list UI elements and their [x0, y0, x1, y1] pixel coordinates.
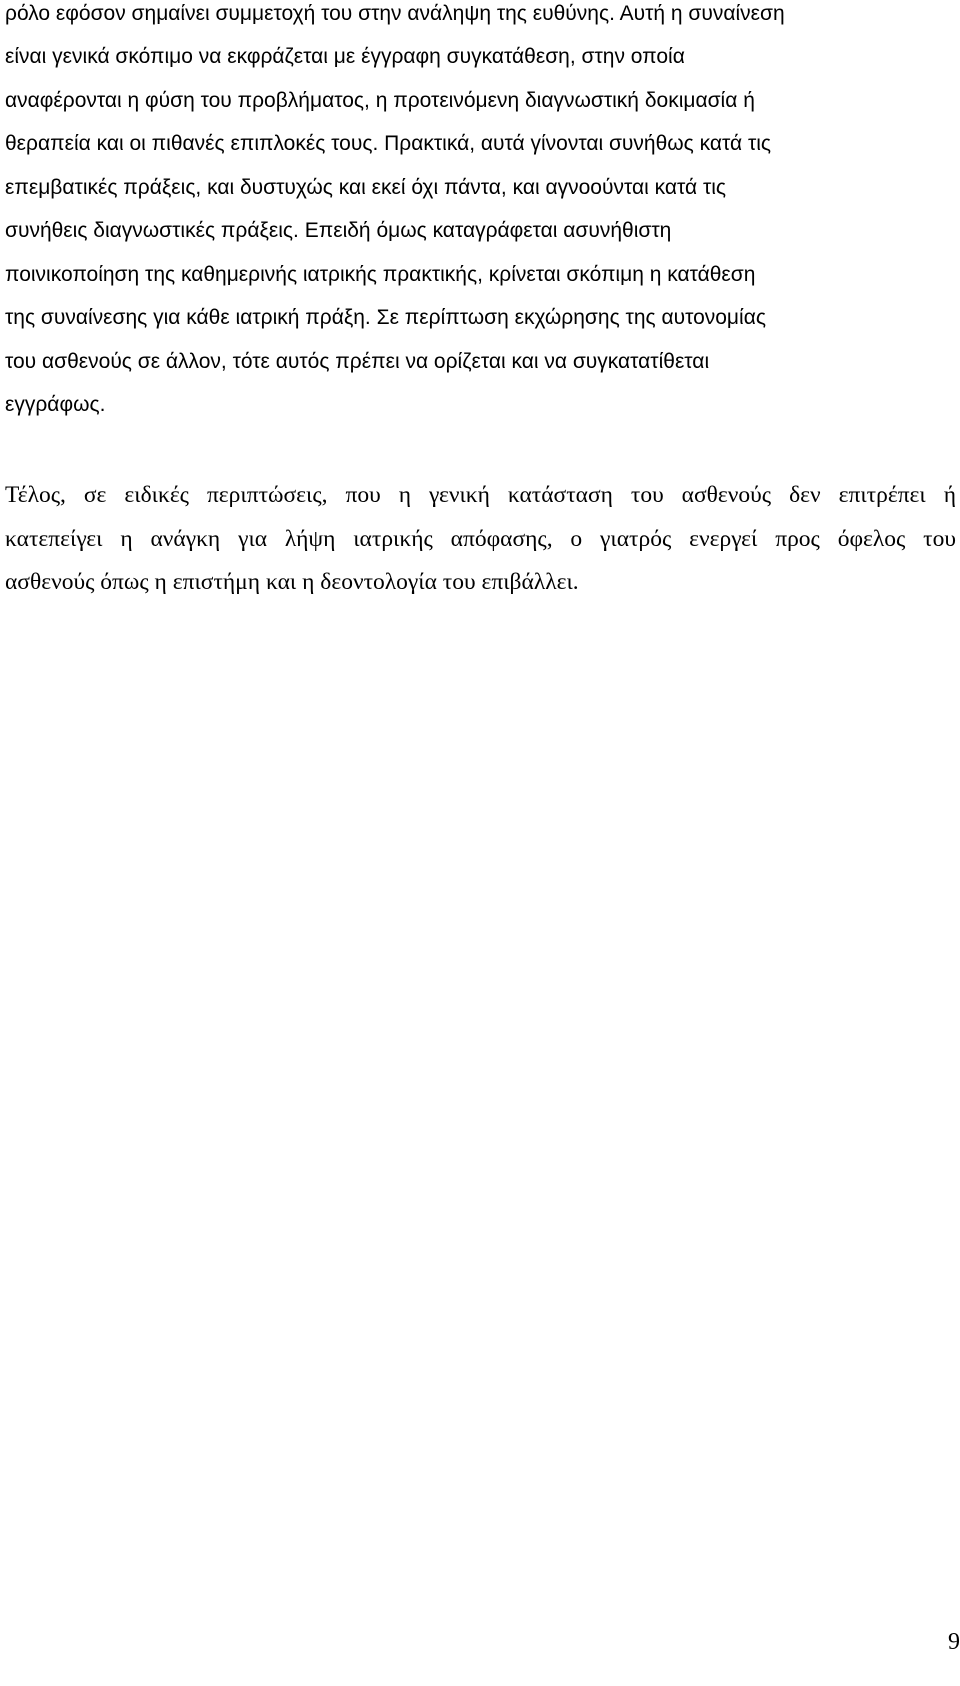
paragraph-line: επεμβατικές πράξεις, και δυστυχώς και εκεί όχι πάντα, και αγνοούνται κατά τις [5, 176, 727, 199]
paragraph-line: ρόλο εφόσον σημαίνει συμμετοχή του στην ανάληψη της ευθύνης. Αυτή η συναίνεση [5, 2, 785, 25]
paragraph-line: της συναίνεσης για κάθε ιατρική πράξη. Σε περίπτωση εκχώρησης της αυτονομίας [5, 306, 766, 329]
paragraph-line: είναι γενικά σκόπιμο να εκφράζεται με έγγραφη συγκατάθεση, στην οποία [5, 45, 685, 68]
paragraph-line: κατεπείγει η ανάγκη για λήψη ιατρικής απόφασης, ο γιατρός ενεργεί προς όφελος του [5, 526, 956, 552]
page-number: 9 [948, 1629, 960, 1655]
paragraph-line: εγγράφως. [5, 393, 106, 416]
paragraph-line: ασθενούς όπως η επιστήμη και η δεοντολογία του επιβάλλει. [5, 569, 579, 595]
paragraph-line: Τέλος, σε ειδικές περιπτώσεις, που η γενική κατάσταση του ασθενούς δεν επιτρέπει ή [5, 482, 956, 508]
paragraph-line: θεραπεία και οι πιθανές επιπλοκές τους. Πρακτικά, αυτά γίνονται συνήθως κατά τις [5, 132, 772, 155]
paragraph-line: συνήθεις διαγνωστικές πράξεις. Επειδή όμως καταγράφεται ασυνήθιστη [5, 219, 672, 242]
paragraph-line: ποινικοποίηση της καθημερινής ιατρικής πρακτικής, κρίνεται σκόπιμη η κατάθεση [5, 263, 756, 286]
paragraph-line: αναφέρονται η φύση του προβλήματος, η προτεινόμενη διαγνωστική δοκιμασία ή [5, 89, 755, 112]
paragraph-line: του ασθενούς σε άλλον, τότε αυτός πρέπει να ορίζεται και να συγκατατίθεται [5, 350, 710, 373]
